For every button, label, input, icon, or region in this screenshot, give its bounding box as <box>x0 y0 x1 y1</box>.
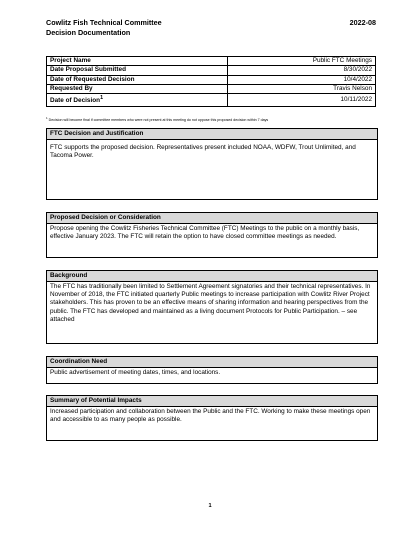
coordination-body: Public advertisement of meeting dates, times, and locations. <box>50 369 221 376</box>
footnote-ref: 1 <box>100 95 104 102</box>
committee-name: Cowlitz Fish Technical Committee <box>46 18 162 27</box>
impacts-body: Increased participation and collaboration between the Public and the FTC. Working to make these meetings open and accessible to as many people as possible. <box>50 408 371 424</box>
date-submitted-label: Date Proposal Submitted <box>47 66 228 75</box>
date-of-decision-value: 10/11/2022 <box>340 95 372 103</box>
decision-section <box>46 128 378 200</box>
footnote <box>46 116 386 122</box>
requested-by-label: Requested By <box>47 84 228 93</box>
decision-body: FTC supports the proposed decision. Representatives present included NOAA, WDFW, Trout Unlimited, and Tacoma Power. <box>50 144 356 160</box>
table-row <box>47 84 376 93</box>
proposed-body: Propose opening the Cowlitz Fisheries Technical Committee (FTC) Meetings to the public on a monthly basis, effective January 2023. The FTC will retain the option to have closed committee meetings as needed. <box>50 225 360 241</box>
impacts-section <box>46 395 378 441</box>
footnote-text: Decision will become final if committee members who were not present at this meeting do not oppose this proposed decision within 7 days <box>48 118 269 123</box>
proposed-section <box>46 212 378 258</box>
background-body: The FTC has traditionally been limited to Settlement Agreement signatories and their technical representatives. In November of 2018, the FTC initiated quarterly Public meetings to increase participation with Cowlitz River Project stakeholders. This has proven to be an effective means of sharing information and hearing perspectives from the public. The FTC has developed and maintained as a living document Protocols for Public Participation. – see attached <box>50 283 371 323</box>
date-of-decision-label: Date of Decision <box>50 97 101 105</box>
table-row <box>47 57 376 66</box>
document-number: 2022-08 <box>349 18 376 27</box>
date-of-decision-label-cell <box>47 94 228 106</box>
table-row <box>47 94 376 106</box>
document-type: Decision Documentation <box>46 27 131 37</box>
proposed-title: Proposed Decision or Consideration <box>47 213 377 224</box>
project-name-label: Project Name <box>47 57 228 66</box>
background-title: Background <box>47 271 377 282</box>
coordination-section <box>46 356 378 384</box>
date-requested-value: 10/4/2022 <box>227 75 375 84</box>
coordination-title: Coordination Need <box>47 357 377 368</box>
page-number: 1 <box>208 503 212 509</box>
impacts-title: Summary of Potential Impacts <box>47 396 377 407</box>
document-header <box>46 18 376 37</box>
date-submitted-value: 8/30/2022 <box>227 66 375 75</box>
table-row <box>47 66 376 75</box>
footnote-marker: 1 <box>46 116 48 120</box>
requested-by-value: Travis Nelson <box>227 84 375 93</box>
date-requested-label: Date of Requested Decision <box>47 75 228 84</box>
table-row <box>47 75 376 84</box>
decision-title: FTC Decision and Justification <box>47 129 377 140</box>
project-info-table <box>46 56 376 107</box>
project-name-value: Public FTC Meetings <box>227 57 375 66</box>
background-section <box>46 270 378 344</box>
